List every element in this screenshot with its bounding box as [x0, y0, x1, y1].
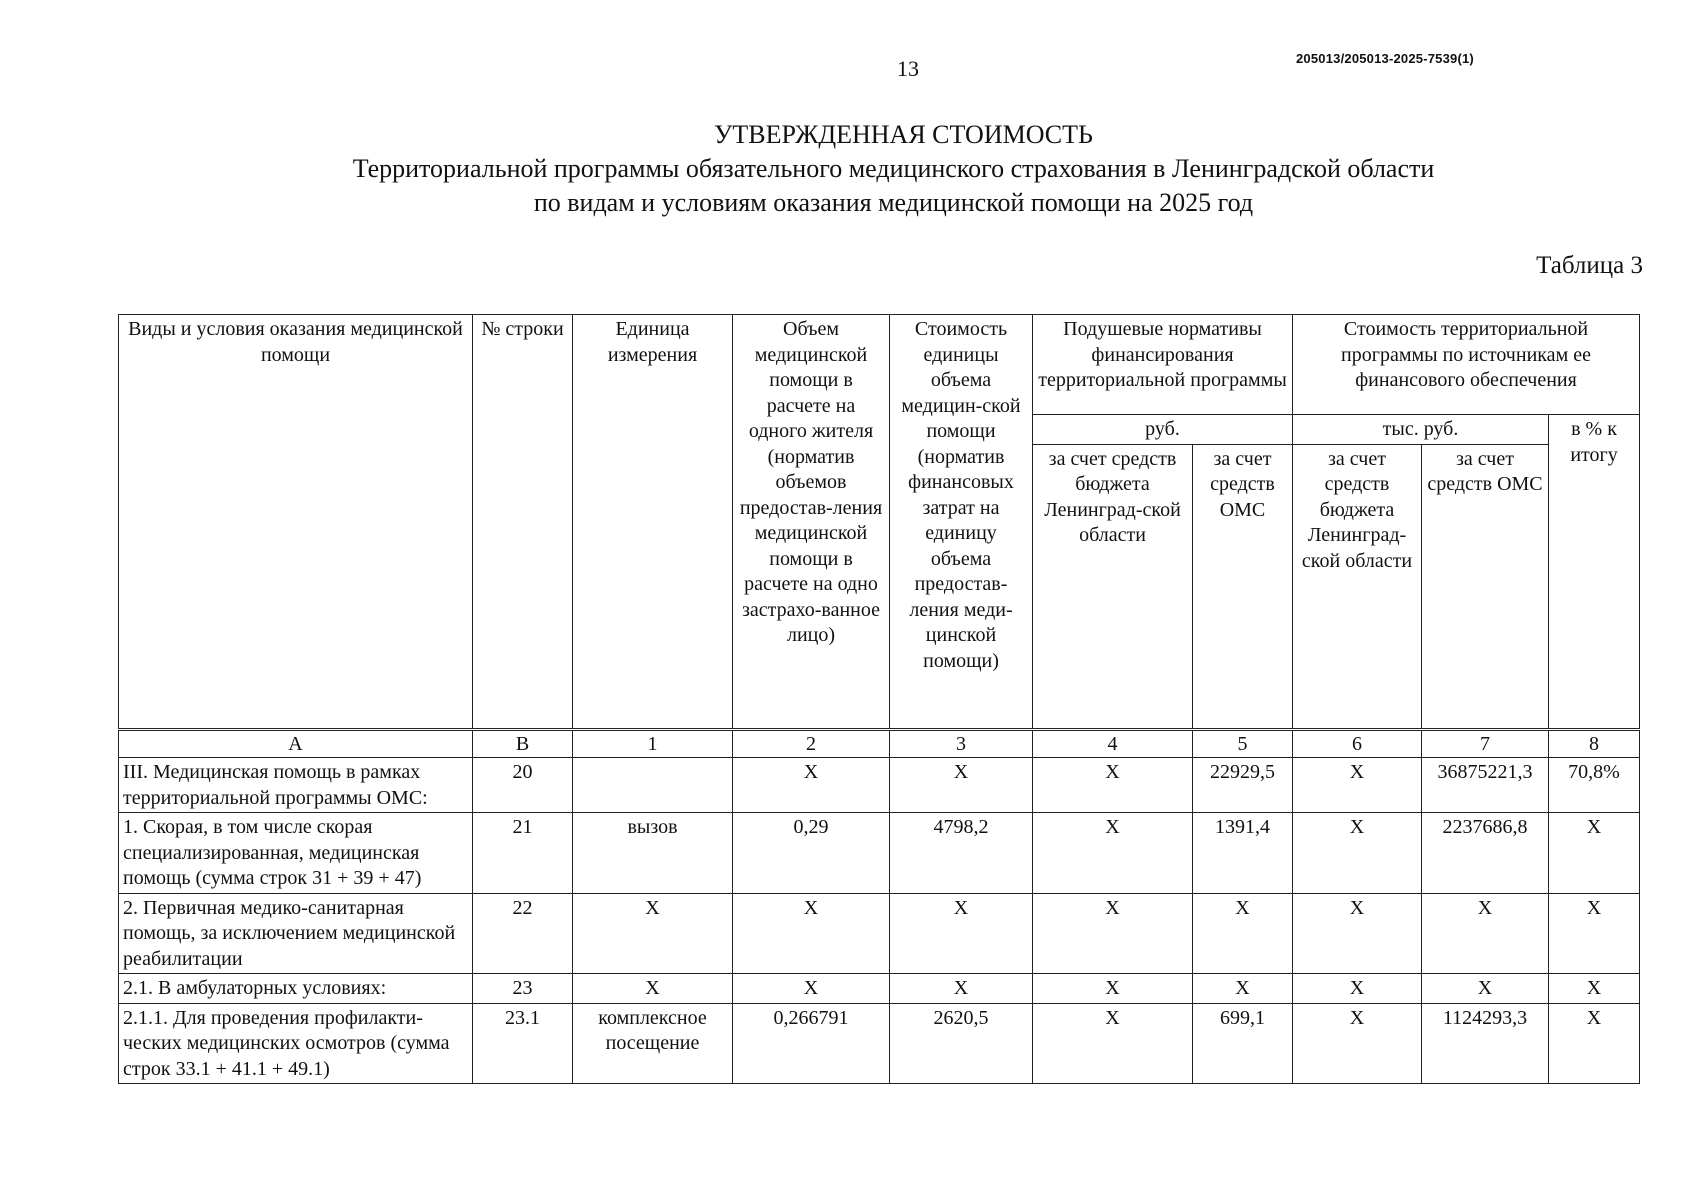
row-per-capita-oms: 1391,4 — [1193, 813, 1293, 894]
table-row — [119, 974, 1640, 1004]
row-percent: 70,8% — [1549, 758, 1640, 813]
row-program-budget: Х — [1293, 1003, 1422, 1084]
row-number: 22 — [473, 893, 573, 974]
row-kind: III. Медицинская помощь в рамках территориальной программы ОМС: — [119, 758, 473, 813]
row-unit: Х — [573, 893, 733, 974]
row-program-oms: 36875221,3 — [1422, 758, 1549, 813]
row-per-capita-oms: 22929,5 — [1193, 758, 1293, 813]
column-index: 8 — [1549, 729, 1640, 758]
row-kind: 1. Скорая, в том числе скорая специализированная, медицинская помощь (сумма строк 31 + 39 + 47) — [119, 813, 473, 894]
row-per-capita-oms: Х — [1193, 893, 1293, 974]
header-unit: Единица измерения — [573, 315, 733, 730]
row-program-budget: Х — [1293, 974, 1422, 1004]
column-index: 2 — [733, 729, 890, 758]
header-thous-rub: тыс. руб. — [1293, 415, 1549, 445]
row-volume: 0,266791 — [733, 1003, 890, 1084]
header-per-capita: Подушевые нормативы финансирования территориальной программы — [1033, 315, 1293, 415]
row-program-oms: 1124293,3 — [1422, 1003, 1549, 1084]
row-number: 23 — [473, 974, 573, 1004]
row-percent: Х — [1549, 974, 1640, 1004]
row-number: 21 — [473, 813, 573, 894]
row-per-capita-oms: Х — [1193, 974, 1293, 1004]
row-unit: комплексное посещение — [573, 1003, 733, 1084]
row-volume: Х — [733, 758, 890, 813]
row-program-oms: Х — [1422, 974, 1549, 1004]
column-index: 1 — [573, 729, 733, 758]
column-index: В — [473, 729, 573, 758]
column-index: А — [119, 729, 473, 758]
row-per-capita-budget: Х — [1033, 1003, 1193, 1084]
header-per-capita-oms: за счет средств ОМС — [1193, 444, 1293, 729]
row-program-budget: Х — [1293, 893, 1422, 974]
table-label: Таблица 3 — [1536, 252, 1643, 279]
header-program-budget: за счет средств бюджета Ленинград-ской области — [1293, 444, 1422, 729]
table-row — [119, 1003, 1640, 1084]
row-kind: 2. Первичная медико-санитарная помощь, за исключением медицинской реабилитации — [119, 893, 473, 974]
column-index: 3 — [890, 729, 1033, 758]
row-unit-cost: 2620,5 — [890, 1003, 1033, 1084]
row-per-capita-budget: Х — [1033, 974, 1193, 1004]
row-number: 20 — [473, 758, 573, 813]
header-per-capita-budget: за счет средств бюджета Ленинград-ской области — [1033, 444, 1193, 729]
cost-table — [118, 314, 1640, 1084]
row-number: 23.1 — [473, 1003, 573, 1084]
row-per-capita-budget: Х — [1033, 813, 1193, 894]
header-percent: в % к итогу — [1549, 415, 1640, 730]
header-unit-cost: Стоимость единицы объема медицин-ской помощи (норматив финансовых затрат на единицу объема предостав-ления меди-цинской помощи) — [890, 315, 1033, 730]
row-volume: Х — [733, 974, 890, 1004]
row-unit: вызов — [573, 813, 733, 894]
document-subtitle-line-2: по видам и условиям оказания медицинской помощи на 2025 год — [533, 188, 1254, 217]
column-index: 4 — [1033, 729, 1193, 758]
row-kind: 2.1.1. Для проведения профилакти-ческих медицинских осмотров (сумма строк 33.1 + 41.1 + 49.1) — [119, 1003, 473, 1084]
table-row — [119, 893, 1640, 974]
document-code: 205013/205013-2025-7539(1) — [1296, 51, 1474, 66]
row-unit-cost: 4798,2 — [890, 813, 1033, 894]
header-kind: Виды и условия оказания медицинской помощи — [119, 315, 473, 730]
table-row — [119, 813, 1640, 894]
row-unit-cost: Х — [890, 974, 1033, 1004]
row-unit-cost: Х — [890, 893, 1033, 974]
row-unit — [573, 758, 733, 813]
row-volume: 0,29 — [733, 813, 890, 894]
row-per-capita-budget: Х — [1033, 758, 1193, 813]
document-subtitle-line-1: Территориальной программы обязательного медицинского страхования в Ленинградской области — [352, 154, 1435, 183]
row-kind: 2.1. В амбулаторных условиях: — [119, 974, 473, 1004]
header-volume: Объем медицинской помощи в расчете на одного жителя (норматив объемов предостав-ления медицинской помощи в расчете на одно застрахо-ванное лицо) — [733, 315, 890, 730]
row-program-budget: Х — [1293, 758, 1422, 813]
row-program-oms: 2237686,8 — [1422, 813, 1549, 894]
row-unit-cost: Х — [890, 758, 1033, 813]
row-program-oms: Х — [1422, 893, 1549, 974]
row-percent: Х — [1549, 813, 1640, 894]
row-unit: Х — [573, 974, 733, 1004]
header-row-number: № строки — [473, 315, 573, 730]
column-index: 5 — [1193, 729, 1293, 758]
row-percent: Х — [1549, 893, 1640, 974]
column-index-row — [119, 729, 1640, 758]
title-block — [0, 118, 1697, 220]
column-index: 6 — [1293, 729, 1422, 758]
header-program-oms: за счет средств ОМС — [1422, 444, 1549, 729]
header-program-cost: Стоимость территориальной программы по источникам ее финансового обеспечения — [1293, 315, 1640, 415]
row-program-budget: Х — [1293, 813, 1422, 894]
table-row — [119, 758, 1640, 813]
page-number: 13 — [897, 56, 919, 81]
row-per-capita-budget: Х — [1033, 893, 1193, 974]
document-title: УТВЕРЖДЕННАЯ СТОИМОСТЬ — [714, 120, 1093, 149]
row-volume: Х — [733, 893, 890, 974]
row-per-capita-oms: 699,1 — [1193, 1003, 1293, 1084]
header-rub: руб. — [1033, 415, 1293, 445]
column-index: 7 — [1422, 729, 1549, 758]
row-percent: Х — [1549, 1003, 1640, 1084]
